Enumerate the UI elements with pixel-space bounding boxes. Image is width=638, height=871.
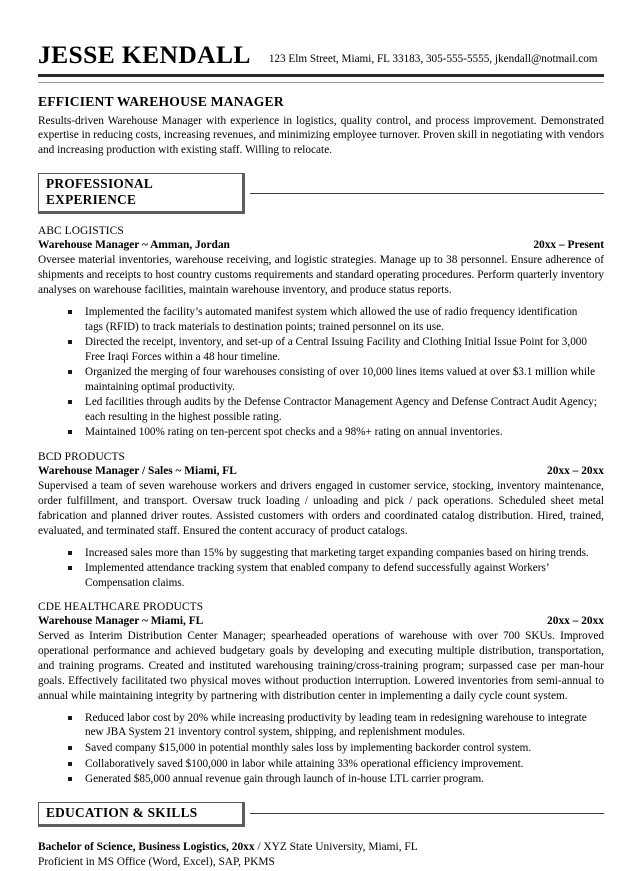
bullet-item: Implemented the facility’s automated manifest system which allowed the use of radio frequency identification tags (RFID) to track materials to destination points; trained personnel on its use. xyxy=(68,305,598,334)
bullet-item: Organized the merging of four warehouses consisting of over 10,000 lines items valued at over $3.1 million while maintaining optimal productivity. xyxy=(68,365,598,394)
education-degree-line xyxy=(38,840,604,856)
resume-header xyxy=(38,42,604,68)
job-dates: 20xx – 20xx xyxy=(547,465,604,477)
section-rule xyxy=(250,813,604,814)
bullet-item: Saved company $15,000 in potential monthly sales loss by implementing backorder control system. xyxy=(68,741,598,756)
bullet-item: Collaboratively saved $100,000 in labor while attaining 33% operational efficiency improvement. xyxy=(68,757,598,772)
job-entry xyxy=(38,225,604,440)
education-degree: Bachelor of Science, Business Logistics, 20xx xyxy=(38,840,255,853)
job-title-row xyxy=(38,615,604,627)
job-title: Warehouse Manager / Sales ~ Miami, FL xyxy=(38,465,237,477)
job-dates: 20xx – 20xx xyxy=(547,615,604,628)
bullet-item: Directed the receipt, inventory, and set-up of a Central Issuing Facility and Clothing Initial Issue Point for 3,000 Free Iraqi Forces within a 48 hour timeline. xyxy=(68,335,598,364)
company-name: ABC LOGISTICS xyxy=(38,225,124,238)
bullet-item: Led facilities through audits by the Defense Contractor Management Agency and Defense Contract Audit Agency; each resulting in the highest possible rating. xyxy=(68,395,598,424)
section-header-experience xyxy=(38,173,604,214)
company-name: BCD PRODUCTS xyxy=(38,451,125,463)
bullet-item: Increased sales more than 15% by suggesting that marketing target expanding companies based on hiring trends. xyxy=(68,546,598,561)
job-title: Warehouse Manager ~ Amman, Jordan xyxy=(38,239,230,252)
headline-title: EFFICIENT WAREHOUSE MANAGER xyxy=(38,93,284,109)
summary-paragraph: Results-driven Warehouse Manager with experience in logistics, quality control, and process improvement. Demonstrated expertise in reducing costs, increasing revenues, and minimizing employee turnover. Proven skill in negotiating with vendors and increasing production with existing staff. Willing to relocate. xyxy=(38,114,604,157)
section-header-education xyxy=(38,802,604,827)
job-dates: 20xx – Present xyxy=(533,239,604,252)
job-title: Warehouse Manager ~ Miami, FL xyxy=(38,615,204,628)
job-bullet-list xyxy=(38,546,604,591)
bullet-item: Implemented attendance tracking system that enabled company to defend successfully against Workers’ Compensation claims. xyxy=(68,561,598,590)
section-title-experience: PROFESSIONAL EXPERIENCE xyxy=(38,173,245,214)
job-description: Oversee material inventories, warehouse receiving, and logistic strategies. Manage up to 38 personnel. Ensure adherence of shipments and receipts to host country customs requirements and standard operating procedures. Perform quarterly inventory analyses on warehouse facilities, maintain warehouse inventory, and produce status reports. xyxy=(38,254,604,297)
job-description: Served as Interim Distribution Center Manager; spearheaded operations of warehouse with over 700 SKUs. Improved operational performance and achieved budgetary goals by developing and executing multiple distribution, transportation, and training programs. Created and instituted warehousing training/cross-training program; surpassed case per man-hour goals. Effectively facilitated two physical moves without production interruption. Lowered inventories from semi-annual to annual while maintaining integrity by partnering with distribution center in implementing a daily cycle count system. xyxy=(38,630,604,702)
bullet-item: Generated $85,000 annual revenue gain through launch of in-house LTL carrier program. xyxy=(68,772,598,787)
section-title-education: EDUCATION & SKILLS xyxy=(38,802,245,827)
job-title-row xyxy=(38,465,604,477)
skills-line: Proficient in MS Office (Word, Excel), SAP, PKMS xyxy=(38,856,275,869)
job-title-row xyxy=(38,239,604,251)
education-school: / XYZ State University, Miami, FL xyxy=(254,840,418,853)
bullet-item: Maintained 100% rating on ten-percent spot checks and a 98%+ rating on annual inventories. xyxy=(68,425,598,440)
job-description: Supervised a team of seven warehouse workers and drivers engaged in customer service, stocking, inventory maintenance, order fulfillment, and transport. Oversaw truck loading / unloading and pick / pack operations. Scheduled sheet metal fabrication and planned driver routes. Assisted customers with orders and coordinated catalog distribution. Hired, trained, evaluated, and terminated staff. Ensured the content accuracy of product catalogs. xyxy=(38,480,604,537)
company-name: CDE HEALTHCARE PRODUCTS xyxy=(38,601,204,614)
job-entry xyxy=(38,451,604,590)
contact-info: 123 Elm Street, Miami, FL 33183, 305-555-5555, jkendall@notmail.com xyxy=(268,53,598,66)
header-divider xyxy=(38,74,604,83)
bullet-item: Reduced labor cost by 20% while increasing productivity by leading team in redesigning warehouse to integrate new JBA System 21 inventory control system, shipping, and replenishment modules. xyxy=(68,711,598,740)
job-bullet-list xyxy=(38,711,604,787)
candidate-name: JESSE KENDALL xyxy=(38,40,251,69)
section-rule xyxy=(250,193,604,194)
job-entry xyxy=(38,601,604,786)
job-bullet-list xyxy=(38,305,604,440)
